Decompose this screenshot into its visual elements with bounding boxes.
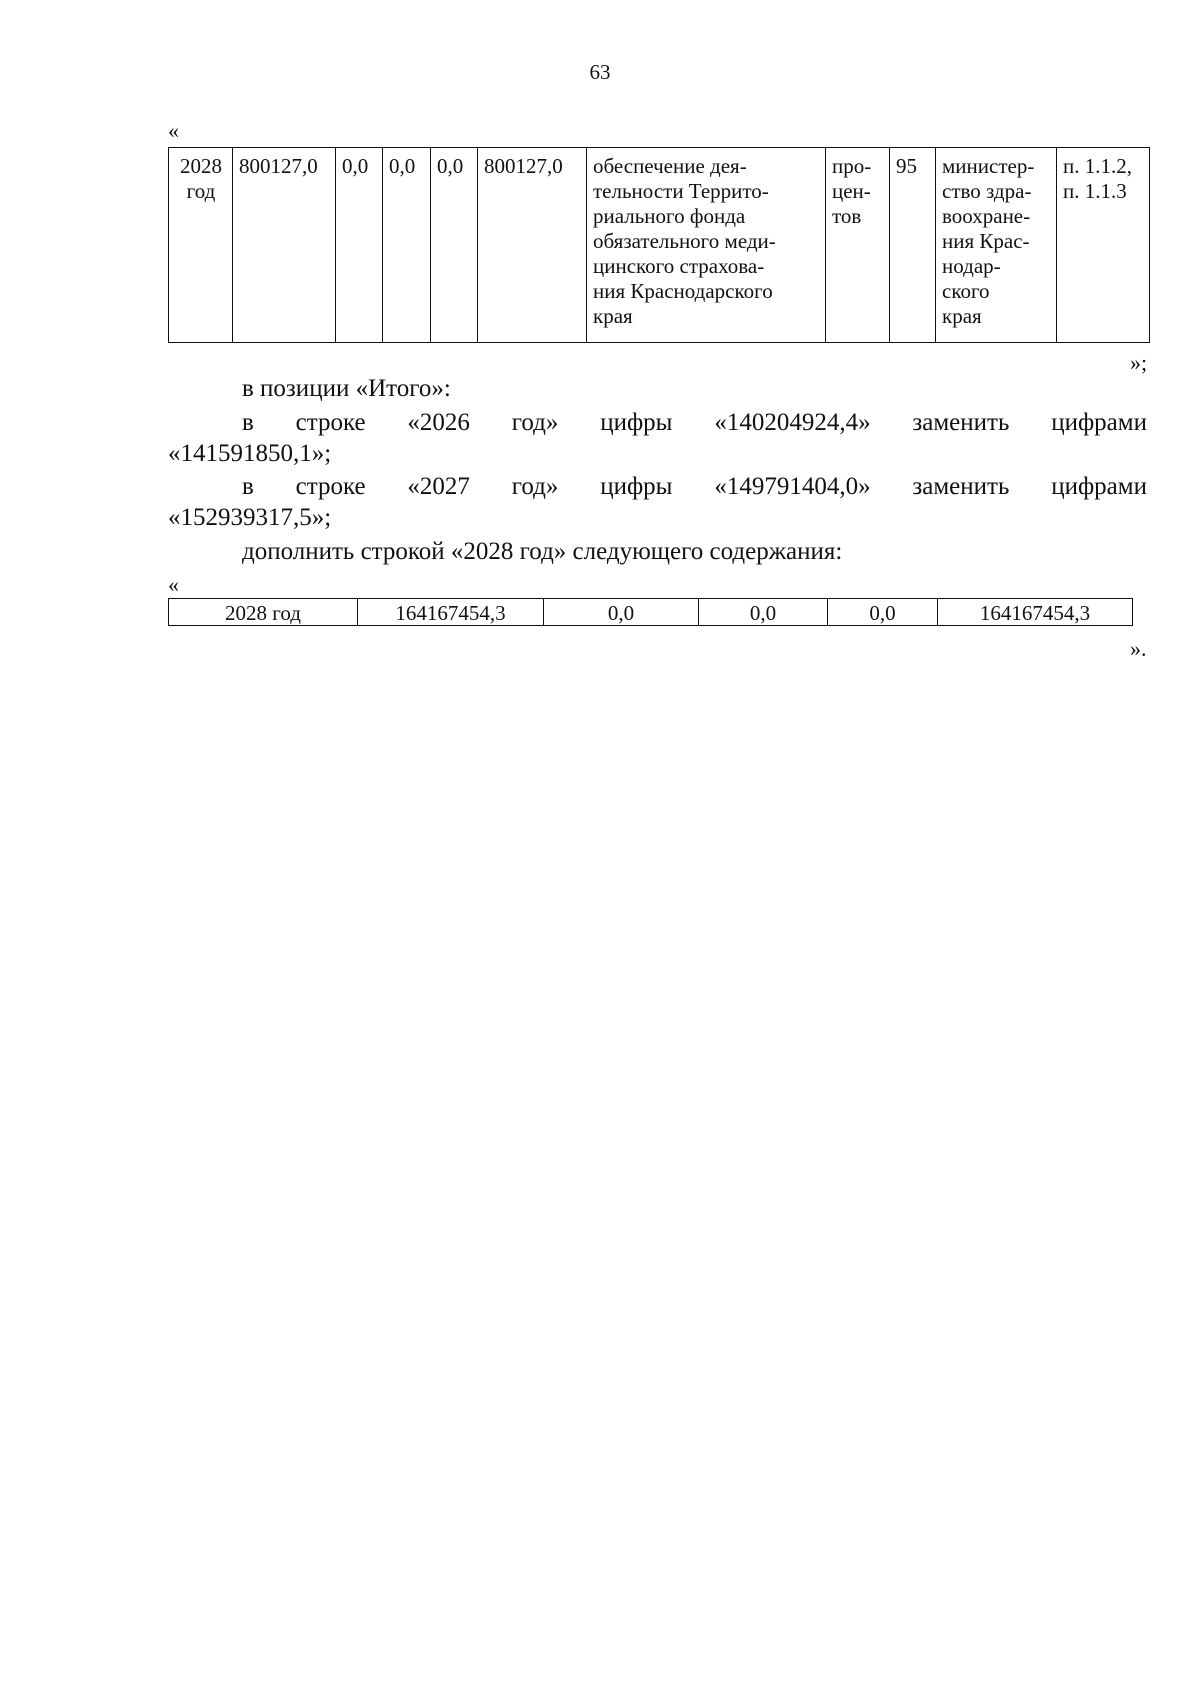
word: строке — [295, 409, 366, 436]
cell-unit: про- цен- тов — [826, 148, 890, 343]
cell-reference: п. 1.1.2, п. 1.1.3 — [1057, 148, 1150, 343]
program-row-table — [168, 147, 1150, 343]
word: цифры — [600, 473, 673, 500]
table-row — [169, 148, 1150, 343]
cell-executor: министер- ство здра- воохране- ния Крас- нодар- ского края — [936, 148, 1057, 343]
word: «149791404,0» — [714, 473, 871, 500]
itogo-paragraph: в позиции «Итого»: — [242, 375, 451, 402]
opening-quote-2: « — [168, 572, 179, 597]
table-row — [169, 599, 1133, 626]
cell-local: 0,0 — [431, 148, 478, 343]
cell-regional: 0,0 — [699, 599, 828, 626]
word: «2026 — [407, 409, 470, 436]
word: год» — [511, 473, 559, 500]
cell-regional: 0,0 — [383, 148, 431, 343]
line-2026-continuation: «141591850,1»; — [168, 440, 332, 467]
cell-local: 0,0 — [828, 599, 938, 626]
cell-total: 164167454,3 — [358, 599, 544, 626]
add-row-paragraph: дополнить строкой «2028 год» следующего содержания: — [242, 538, 843, 565]
word: в — [242, 409, 254, 436]
cell-value: 95 — [890, 148, 936, 343]
word: строке — [295, 473, 366, 500]
word: в — [242, 473, 254, 500]
opening-quote-1: « — [168, 118, 179, 143]
cell-federal: 0,0 — [544, 599, 699, 626]
word: заменить — [912, 473, 1010, 500]
word: цифры — [600, 409, 673, 436]
cell-year: 2028 год — [169, 599, 358, 626]
cell-year: 2028 год — [169, 148, 233, 343]
line-2027-continuation: «152939317,5»; — [168, 504, 332, 531]
word: заменить — [912, 409, 1010, 436]
line-2026 — [242, 408, 1147, 438]
word: цифрами — [1051, 473, 1147, 500]
page-number: 63 — [589, 60, 611, 84]
word: «2027 — [407, 473, 470, 500]
word: «140204924,4» — [714, 409, 871, 436]
cell-total: 800127,0 — [233, 148, 336, 343]
cell-extrabudget: 800127,0 — [478, 148, 587, 343]
word: год» — [511, 409, 559, 436]
word: цифрами — [1051, 409, 1147, 436]
cell-result-description: обеспечение дея- тельности Террито- риального фонда обязательного меди- цинского страхова- ния Краснодарского края — [587, 148, 826, 343]
closing-quote-1: »; — [1130, 350, 1148, 375]
cell-federal: 0,0 — [336, 148, 383, 343]
closing-quote-2: ». — [1130, 636, 1147, 661]
cell-extrabudget: 164167454,3 — [938, 599, 1133, 626]
line-2027 — [242, 472, 1147, 502]
total-row-table — [168, 598, 1133, 626]
